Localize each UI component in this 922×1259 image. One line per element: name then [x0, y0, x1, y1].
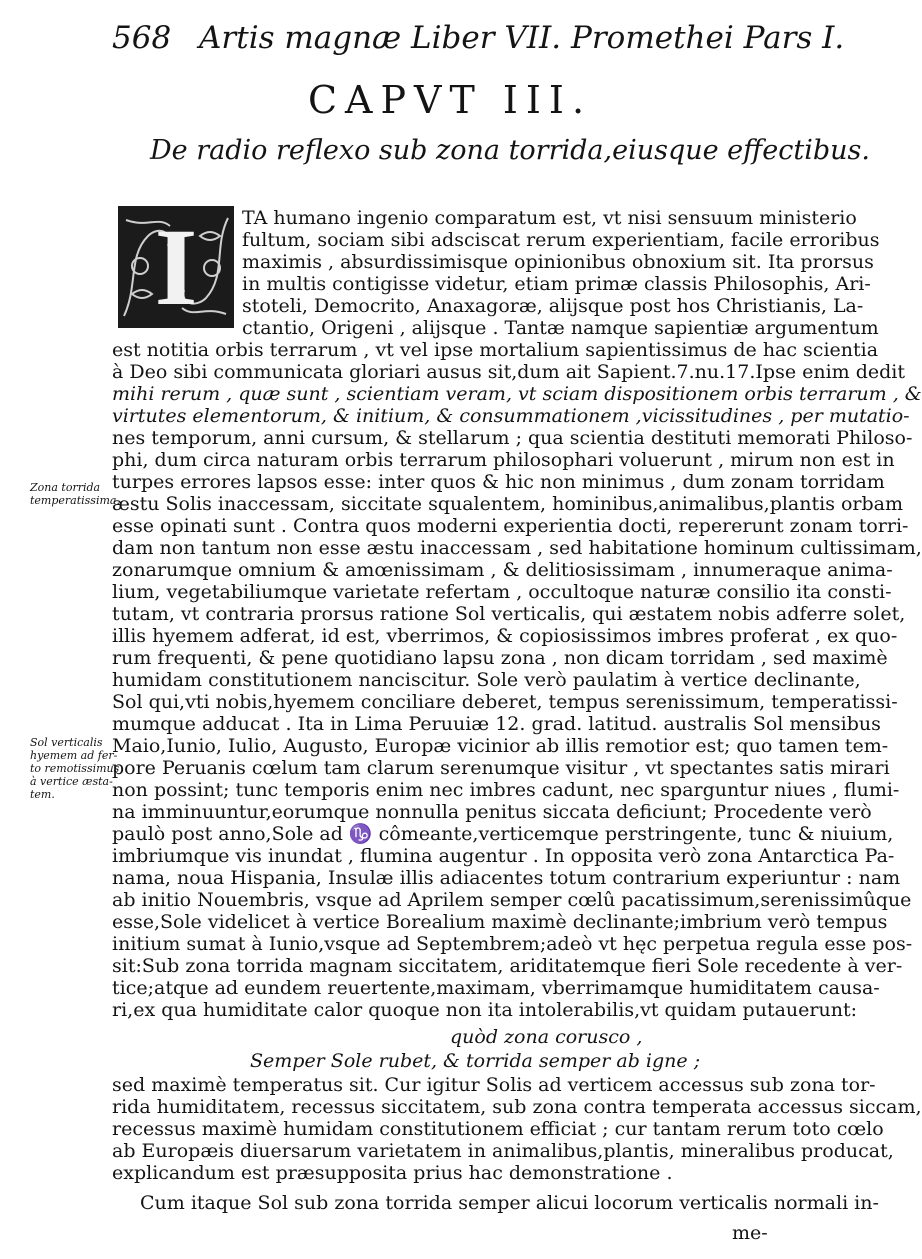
text-line: paulò post anno,Sole ad ♑ cômeante,verticemque perstringente, tunc & niuium,	[112, 823, 894, 845]
running-title: Artis magnæ Liber VII. Promethei Pars I.	[199, 20, 845, 56]
text-line: à Deo sibi communicata gloriari ausus sit,dum ait Sapient.7.nu.17.Ipse enim dedit	[112, 361, 905, 383]
text-line: zonarumque omnium & amœnissimam , & delitiosissimam , innumeraque anima-	[112, 559, 893, 581]
verse-line: quòd zona corusco ,	[450, 1026, 643, 1048]
text-line: ri,ex qua humiditate calor quoque non ita intolerabilis,vt quidam putauerunt:	[112, 999, 857, 1021]
text-line: ab initio Nouembris, vsque ad Aprilem semper cœlû pacatissimum,serenissimûque	[112, 889, 912, 911]
text-line: phi, dum circa naturam orbis terrarum philosophari voluerunt , mirum non est in	[112, 449, 895, 471]
text-line: in multis contigisse videtur, etiam primæ classis Philosophis, Ari-	[242, 273, 871, 295]
verse-line: Semper Sole rubet, & torrida semper ab igne ;	[250, 1050, 701, 1072]
text-line: rum frequenti, & pene quotidiano lapsu zona , non dicam torridam , sed maximè	[112, 647, 888, 669]
margin-note-1: Zona torrida temperatissima.	[30, 481, 120, 507]
text-line: nes temporum, anni cursum, & stellarum ; qua scientia destituti memorati Philoso-	[112, 427, 913, 449]
text-line: maximis , absurdissimisque opinionibus obnoxium sit. Ita prorsus	[242, 251, 874, 273]
text-line: na imminuuntur,eorumque nonnulla penitus siccata deficiunt; Procedente verò	[112, 801, 872, 823]
text-line: mumque adducat . Ita in Lima Peruuiæ 12. grad. latitud. australis Sol mensibus	[112, 713, 881, 735]
running-head	[112, 18, 845, 58]
text-line: sit:Sub zona torrida magnam siccitatem, ariditatemque fieri Sole recedente à ver-	[112, 955, 903, 977]
chapter-title: CAPVT III.	[307, 78, 593, 122]
chapter-subtitle: De radio reflexo sub zona torrida,eiusque effectibus.	[150, 135, 870, 166]
text-line: rida humiditatem, recessus siccitatem, sub zona contra temperata accessus siccam,	[112, 1096, 922, 1118]
text-line: illis hyemem adferat, id est, vberrimos, & copiosissimos imbres proferat , ex quo-	[112, 625, 898, 647]
text-line: fultum, sociam sibi adsciscat rerum experientiam, facile erroribus	[242, 229, 880, 251]
text-line: non possint; tunc temporis enim nec imbres cadunt, nec sparguntur niues , flumi-	[112, 779, 900, 801]
text-line: nama, noua Hispania, Insulæ illis adiacentes totum contrarium experiuntur : nam	[112, 867, 901, 889]
text-line: explicandum est præsupposita prius hac demonstratione .	[112, 1162, 673, 1184]
drop-cap-initial	[118, 206, 234, 328]
text-line: virtutes elementorum, & initium, & consummationem ,vicissitudines , per mutatio-	[112, 405, 910, 427]
text-line: TA humano ingenio comparatum est, vt nisi sensuum ministerio	[242, 207, 857, 229]
text-line: tutam, vt contraria prorsus ratione Sol verticalis, qui æstatem nobis adferre solet,	[112, 603, 906, 625]
text-line: dam non tantum non esse æstu inaccessam , sed habitatione hominum cultissimam,	[112, 537, 922, 559]
text-line: esse,Sole videlicet à vertice Borealium maximè declinante;imbrium verò tempus	[112, 911, 888, 933]
text-line: Maio,Iunio, Iulio, Augusto, Europæ vicinior ab illis remotior est; quo tamen tem-	[112, 735, 889, 757]
page-number: 568	[112, 20, 172, 56]
text-line: ctantio, Origeni , alijsque . Tantæ namque sapientiæ argumentum	[242, 317, 879, 339]
text-line: æstu Solis inaccessam, siccitate squalentem, hominibus,animalibus,plantis orbam	[112, 493, 904, 515]
drop-cap-letter: I	[154, 206, 198, 328]
text-line: mihi rerum , quæ sunt , scientiam veram, vt sciam dispositionem orbis terrarum , &	[112, 383, 922, 405]
margin-note-2: Sol verticalis hyemem ad fer- to remotissimus à vertice æsta- tem.	[30, 736, 120, 801]
text-line: sed maximè temperatus sit. Cur igitur Solis ad verticem accessus sub zona tor-	[112, 1074, 876, 1096]
text-line: esse opinati sunt . Contra quos moderni experientia docti, repererunt zonam torri-	[112, 515, 909, 537]
catchword: me-	[732, 1222, 768, 1244]
text-line: lium, vegetabiliumque varietate refertam , occultoque naturæ consilio ita consti-	[112, 581, 892, 603]
text-line: est notitia orbis terrarum , vt vel ipse mortalium sapientissimus de hac scientia	[112, 339, 879, 361]
text-line: imbriumque vis inundat , flumina augentur . In opposita verò zona Antarctica Pa-	[112, 845, 895, 867]
text-line: humidam constitutionem nanciscitur. Sole verò paulatim à vertice declinante,	[112, 669, 861, 691]
text-line: initium sumat à Iunio,vsque ad Septembrem;adeò vt hęc perpetua regula esse pos-	[112, 933, 913, 955]
text-line: Cum itaque Sol sub zona torrida semper alicui locorum verticalis normali in-	[140, 1192, 879, 1214]
text-line: Sol qui,vti nobis,hyemem conciliare deberet, tempus serenissimum, temperatissi-	[112, 691, 898, 713]
text-line: tice;atque ad eundem reuertente,maximam, vberrimamque humiditatem causa-	[112, 977, 880, 999]
text-line: ab Europæis diuersarum varietatem in animalibus,plantis, mineralibus producat,	[112, 1140, 894, 1162]
text-line: stoteli, Democrito, Anaxagoræ, alijsque post hos Christianis, La-	[242, 295, 864, 317]
text-line: recessus maximè humidam constitutionem efficiat ; cur tantam rerum toto cœlo	[112, 1118, 884, 1140]
text-line: turpes errores lapsos esse: inter quos & hic non minimus , dum zonam torridam	[112, 471, 885, 493]
text-line: pore Peruanis cœlum tam clarum serenumque visitur , vt spectantes satis mirari	[112, 757, 890, 779]
